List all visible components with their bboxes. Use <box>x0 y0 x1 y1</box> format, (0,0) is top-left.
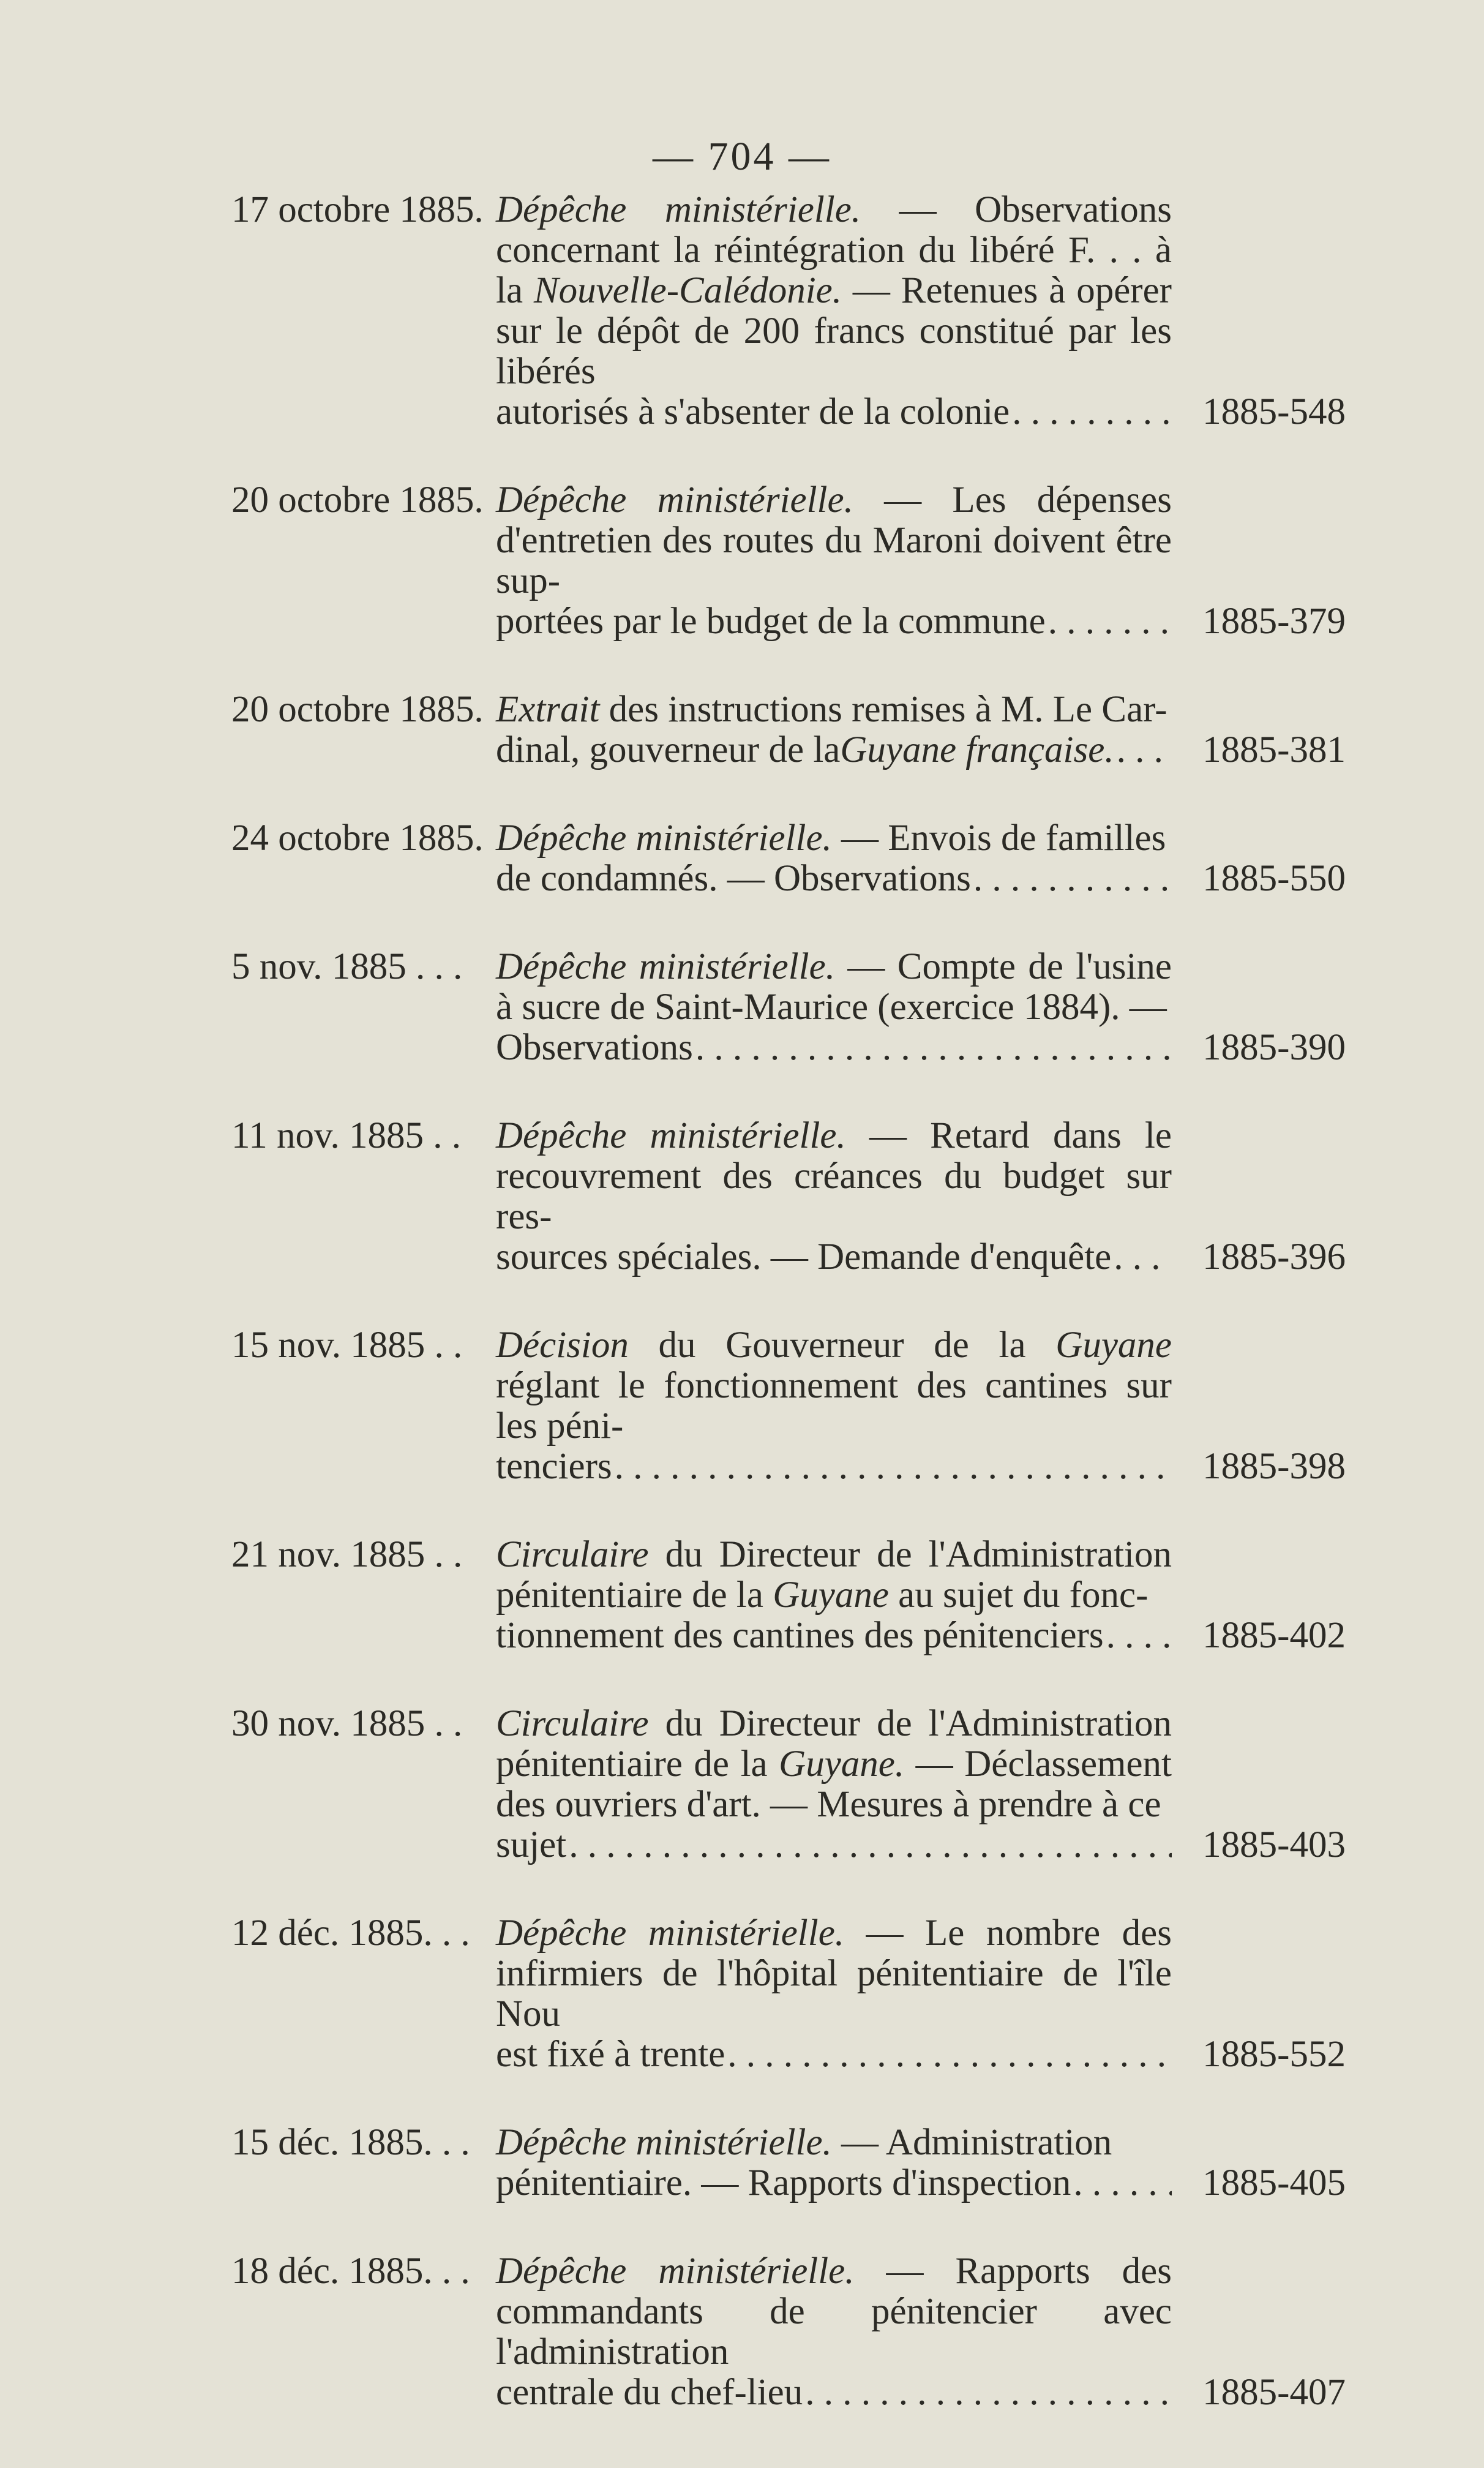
entry-emphasis: Guyane <box>773 1574 889 1616</box>
dot-leader <box>1117 730 1172 770</box>
entry-reference: 1885-402 <box>1202 1615 1346 1656</box>
entry-date: 30 nov. 1885 . . <box>231 1703 463 1744</box>
entry-text <box>496 818 1172 899</box>
entry-last-line <box>496 2163 1172 2203</box>
entry-last-words: est fixé à trente <box>496 2034 725 2075</box>
dot-leader <box>727 2034 1172 2075</box>
entry-body-continued: — Retenues à opérer sur le dépôt de 200 francs constitué par les libérés <box>496 270 1172 392</box>
entry-kind: Circulaire <box>496 1534 649 1575</box>
entry-last-words: tenciers <box>496 1446 612 1487</box>
page-number: — 704 — <box>653 134 831 179</box>
entry-reference: 1885-398 <box>1202 1446 1346 1487</box>
list-item <box>231 947 1346 1068</box>
dot-leader <box>569 1825 1172 1865</box>
entry-kind: Extrait <box>496 689 600 730</box>
entry-body: — Rapports des commandants de pénitencier avec l'administration <box>496 2251 1172 2372</box>
entry-date: 24 octobre 1885. <box>231 818 484 859</box>
entry-last-words: pénitentiaire. — Rapports d'inspection <box>496 2162 1071 2203</box>
entry-text <box>496 2251 1172 2413</box>
list-item <box>231 690 1346 770</box>
dot-leader <box>1114 1237 1172 1277</box>
entry-reference: 1885-552 <box>1202 2034 1346 2075</box>
entry-kind: Décision <box>496 1325 629 1366</box>
entry-text <box>496 690 1172 770</box>
entry-kind: Dépêche ministérielle. <box>496 1115 846 1156</box>
entry-text <box>496 1913 1172 2075</box>
entry-last-words: de condamnés. — Observations <box>496 858 971 899</box>
entry-last-line <box>496 1616 1172 1656</box>
list-item <box>231 190 1346 432</box>
entry-last-line <box>496 2034 1172 2075</box>
dot-leader <box>1106 1616 1172 1656</box>
entry-body: du Directeur de l'Administration pénitentiaire de la <box>496 1703 1172 1785</box>
entry-body: — Le nombre des infirmiers de l'hôpital pénitentiaire de l'île Nou <box>496 1913 1172 2034</box>
entry-body: — Retard dans le recouvrement des créances du budget sur res- <box>496 1115 1172 1237</box>
entry-body: du Directeur de l'Administration pénitentiaire de la <box>496 1534 1172 1616</box>
entry-kind: Dépêche ministérielle. <box>496 2122 832 2163</box>
entry-date: 5 nov. 1885 . . . <box>231 946 463 987</box>
entry-last-line <box>496 2372 1172 2413</box>
entry-date: 11 nov. 1885 . . <box>231 1115 462 1156</box>
entry-date: 20 octobre 1885. <box>231 480 484 521</box>
list-item <box>231 1535 1346 1656</box>
entry-reference: 1885-381 <box>1202 729 1346 770</box>
list-item <box>231 818 1346 899</box>
list-item <box>231 1325 1346 1487</box>
entry-reference: 1885-396 <box>1202 1236 1346 1277</box>
entry-date: 20 octobre 1885. <box>231 689 484 730</box>
entry-emphasis: Guyane. <box>779 1744 905 1785</box>
entry-text <box>496 480 1172 642</box>
entry-kind: Dépêche ministérielle. <box>496 818 832 859</box>
entry-kind: Dépêche ministérielle. <box>496 480 853 521</box>
list-item <box>231 2123 1346 2203</box>
entry-body: du Gouverneur de la <box>628 1325 1056 1366</box>
entry-date: 15 nov. 1885 . . <box>231 1325 463 1366</box>
entry-text <box>496 1535 1172 1656</box>
entry-last-words: sujet <box>496 1824 567 1865</box>
entry-last-line <box>496 1237 1172 1277</box>
entry-date: 18 déc. 1885. . . <box>231 2251 470 2292</box>
dot-leader <box>1073 2163 1172 2203</box>
list-item <box>231 1116 1346 1277</box>
entry-body-continued: réglant le fonctionnement des cantines sur les péni- <box>496 1365 1172 1447</box>
entry-text <box>496 1116 1172 1277</box>
entry-reference: 1885-550 <box>1202 858 1346 899</box>
entry-date: 12 déc. 1885. . . <box>231 1913 470 1954</box>
entry-kind: Dépêche ministérielle. <box>496 946 835 987</box>
entry-body: — Les dépenses d'entretien des routes du Maroni doivent être sup- <box>496 480 1172 601</box>
entry-text <box>496 2123 1172 2203</box>
entry-reference: 1885-407 <box>1202 2372 1346 2413</box>
list-item <box>231 1913 1346 2075</box>
entry-body: — Compte de l'usine à sucre de Saint-Maurice (exercice 1884). — <box>496 946 1172 1028</box>
entry-last-words: dinal, gouverneur de la <box>496 729 841 770</box>
entry-text <box>496 1704 1172 1865</box>
entry-body: — Administration <box>831 2122 1112 2163</box>
entry-kind: Circulaire <box>496 1703 649 1744</box>
entry-last-line <box>496 730 1172 770</box>
entry-date: 17 octobre 1885. <box>231 189 484 230</box>
dot-leader <box>805 2372 1172 2413</box>
dot-leader <box>1012 392 1172 432</box>
entry-reference: 1885-403 <box>1202 1824 1346 1865</box>
entry-text <box>496 190 1172 432</box>
entry-last-words: portées par le budget de la commune <box>496 601 1046 642</box>
entry-reference: 1885-548 <box>1202 391 1346 432</box>
entry-text <box>496 947 1172 1068</box>
entry-last-words: centrale du chef-lieu <box>496 2372 803 2413</box>
entry-last-line <box>496 1028 1172 1068</box>
dot-leader <box>1048 601 1172 642</box>
entry-body-continued: au sujet du fonc- <box>888 1574 1149 1616</box>
entry-last-line <box>496 601 1172 642</box>
dot-leader <box>695 1028 1172 1068</box>
entry-kind: Dépêche ministérielle. <box>496 189 861 230</box>
entry-body: — Envois de familles <box>831 818 1166 859</box>
list-item <box>231 480 1346 642</box>
entry-body-continued: — Déclassement des ouvriers d'art. — Mesures à prendre à ce <box>496 1744 1172 1825</box>
entry-kind: Dépêche ministérielle. <box>496 1913 845 1954</box>
entry-last-words: autorisés à s'absenter de la colonie <box>496 391 1010 432</box>
entry-date: 15 déc. 1885. . . <box>231 2122 470 2163</box>
list-item <box>231 1704 1346 1865</box>
entry-last-words: tionnement des cantines des pénitenciers <box>496 1615 1104 1656</box>
entry-emphasis: Nouvelle-Calédonie. <box>533 270 842 311</box>
entry-text <box>496 1325 1172 1487</box>
dot-leader <box>973 859 1172 899</box>
entry-emphasis: Guyane <box>1055 1325 1172 1366</box>
entry-last-line <box>496 1447 1172 1487</box>
dot-leader <box>615 1447 1172 1487</box>
entry-kind: Dépêche ministérielle. <box>496 2251 855 2292</box>
entry-body: des instructions remises à M. Le Car- <box>599 689 1167 730</box>
entry-reference: 1885-405 <box>1202 2162 1346 2203</box>
list-item <box>231 2251 1346 2413</box>
entry-list <box>231 190 1346 2461</box>
entry-reference: 1885-390 <box>1202 1027 1346 1068</box>
entry-reference: 1885-379 <box>1202 601 1346 642</box>
entry-last-emphasis: Guyane française. <box>840 729 1114 770</box>
entry-last-line <box>496 859 1172 899</box>
entry-last-words: sources spéciales. — Demande d'enquête <box>496 1236 1112 1277</box>
entry-last-line <box>496 1825 1172 1865</box>
entry-body: — Observations concernant la réintégration du libéré F. . . à la <box>496 189 1172 311</box>
entry-date: 21 nov. 1885 . . <box>231 1534 463 1575</box>
entry-last-words: Observations <box>496 1027 693 1068</box>
entry-last-line <box>496 392 1172 432</box>
